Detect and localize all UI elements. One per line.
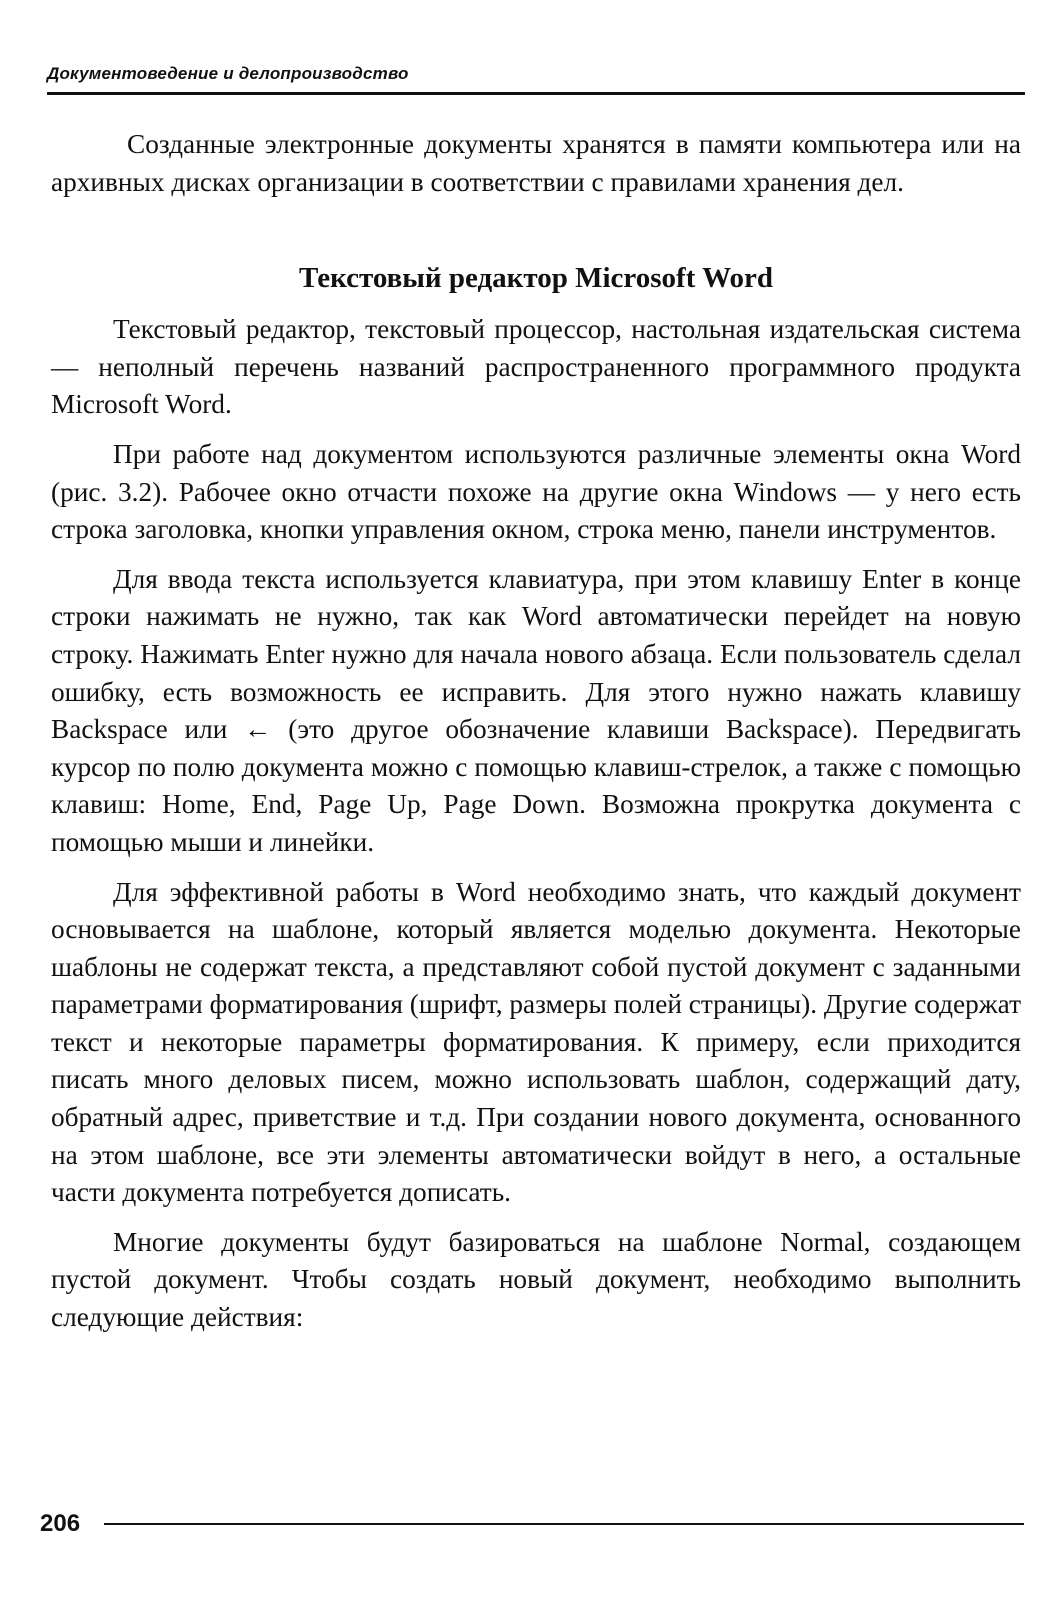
running-header: Документоведение и делопроизводство <box>47 64 409 83</box>
body-paragraph: Для эффективной работы в Word необходимо знать, что каждый документ основывается на шаблоне, который является моделью документа. Некоторые шаблоны не содержат текста, а представляют собой пустой документ с заданными параметрами форматирования (шрифт, размеры полей страницы). Другие содержат текст и некоторые параметры форматирования. К примеру, если приходится писать много деловых писем, можно использовать шаблон, содержащий дату, обратный адрес, приветствие и т.д. При создании нового документа, основанного на этом шаблоне, все эти элементы автоматически войдут в него, а остальные части документа потребуется дописать. <box>51 876 1021 1208</box>
body-paragraph: Для ввода текста используется клавиатура, при этом клавишу Enter в конце строки нажимать не нужно, так как Word автоматически перейдет на новую строку. Нажимать Enter нужно для начала нового абзаца. Если пользователь сделал ошибку, есть возможность ее исправить. Для этого нужно нажать клавишу Backspace или ← (это другое обозначение клавиши Backspace). Передвигать курсор по полю документа можно с помощью клавиш-стрелок, а также с помощью клавиш: Home, End, Page Up, Page Down. Возможна прокрутка документа с помощью мыши и линейки. <box>51 563 1021 857</box>
body-paragraph: Многие документы будут базироваться на шаблоне Normal, создающем пустой документ. Чтобы создать новый документ, необходимо выполнить следующие действия: <box>51 1226 1021 1333</box>
body-paragraph: При работе над документом используются различные элементы окна Word (рис. 3.2). Рабочее окно отчасти похоже на другие окна Windows — у него есть строка заголовка, кнопки управления окном, строка меню, панели инструментов. <box>51 438 1021 545</box>
intro-paragraph: Созданные электронные документы хранятся в памяти компьютера или на архивных дисках организации в соответствии с правилами хранения дел. <box>51 129 1021 197</box>
body-paragraph: Текстовый редактор, текстовый процессор, настольная издательская система — неполный перечень названий распространенного программного продукта Microsoft Word. <box>51 314 1021 420</box>
footer-rule <box>104 1523 1024 1525</box>
section-title: Текстовый редактор Microsoft Word <box>299 262 773 295</box>
page-number: 206 <box>40 1510 81 1537</box>
page-body <box>51 126 1021 1337</box>
header-rule <box>47 92 1025 95</box>
